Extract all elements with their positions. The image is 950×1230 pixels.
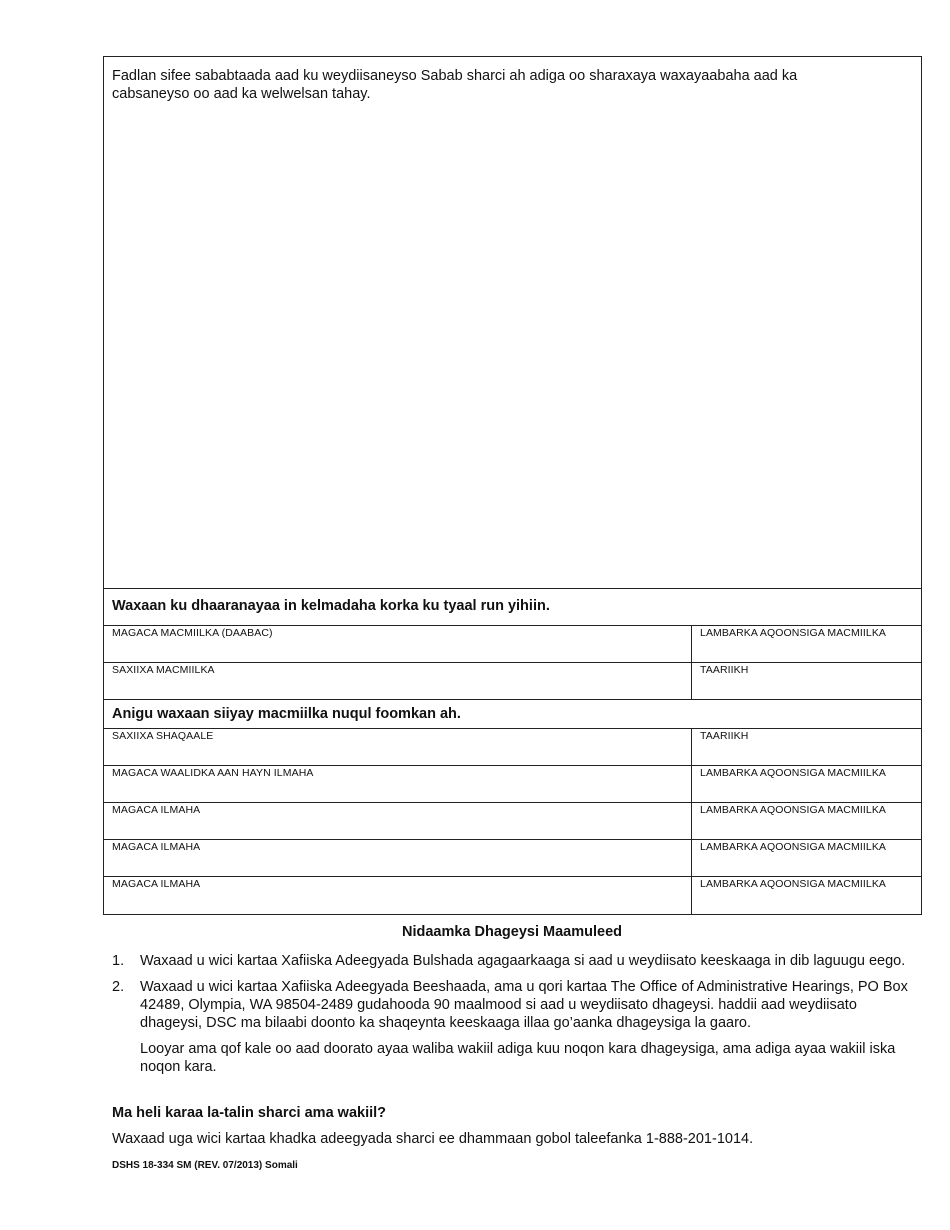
list-item (112, 952, 912, 970)
child-name-field[interactable] (104, 803, 691, 839)
staff-heading-row (104, 699, 921, 728)
child-row (104, 876, 921, 914)
staff-signature-field[interactable] (104, 729, 691, 765)
list-number: 2. (112, 979, 125, 995)
staff-date-field[interactable] (691, 729, 922, 765)
child-name-label: MAGACA ILMAHA (112, 804, 201, 816)
form-id: DSHS 18-334 SM (REV. 07/2013) Somali (112, 1160, 298, 1171)
client-signature-row (104, 662, 921, 699)
child-name-field[interactable] (104, 840, 691, 876)
reason-text-area[interactable] (104, 57, 921, 589)
notice-list (112, 952, 912, 1084)
noncustodial-parent-name-label: MAGACA WAALIDKA AAN HAYN ILMAHA (112, 767, 314, 779)
client-id-field[interactable] (691, 626, 922, 662)
legal-answer: Waxaad uga wici kartaa khadka adeegyada sharci ee dhammaan gobol taleefanka 1-888-201-1014. (112, 1131, 754, 1147)
list-item (112, 978, 912, 1076)
noncustodial-parent-id-field[interactable] (691, 766, 922, 802)
child-id-label: LAMBARKA AQOONSIGA MACMIILKA (700, 841, 887, 853)
child-id-label: LAMBARKA AQOONSIGA MACMIILKA (700, 804, 887, 816)
child-id-label: LAMBARKA AQOONSIGA MACMIILKA (700, 878, 887, 890)
legal-question: Ma heli karaa la-talin sharci ama wakiil? (112, 1105, 387, 1121)
noncustodial-parent-id-label: LAMBARKA AQOONSIGA MACMIILKA (700, 767, 887, 779)
client-id-label: LAMBARKA AQOONSIGA MACMIILKA (700, 627, 887, 639)
consent-form-table (103, 56, 922, 915)
staff-signature-label: SAXIIXA SHAQAALE (112, 730, 214, 742)
staff-signature-row (104, 728, 921, 765)
client-name-label: MAGACA MACMIILKA (DAABAC) (112, 627, 273, 639)
child-id-field[interactable] (691, 877, 922, 914)
noncustodial-parent-row (104, 765, 921, 802)
client-date-field[interactable] (691, 663, 922, 699)
child-name-label: MAGACA ILMAHA (112, 878, 201, 890)
child-row (104, 839, 921, 876)
client-signature-field[interactable] (104, 663, 691, 699)
client-name-field[interactable] (104, 626, 691, 662)
child-row (104, 802, 921, 839)
child-id-field[interactable] (691, 803, 922, 839)
notice-title: Nidaamka Dhageysi Maamuleed (401, 924, 622, 940)
list-number: 1. (112, 953, 125, 969)
child-id-field[interactable] (691, 840, 922, 876)
child-name-field[interactable] (104, 877, 691, 914)
list-paragraph: Waxaad u wici kartaa Xafiiska Adeegyada Beeshaada, ama u qori kartaa The Office of Administrative Hearings, PO Box 42489, Olympia, WA 98504-2489 gudahooda 90 maalmood si aad u weydiisato dhageysi. haddii aad weydiisato dhageysi, DSC ma bilaabi doonto ka shaqeynta keeskaaga illaa go’aanka dhageysiga la gaaro. (140, 979, 908, 1031)
reason-prompt: Fadlan sifee sababtaada aad ku weydiisaneyso Sabab sharci ah adiga oo sharaxaya waxayaabaha aad ka cabsaneyso oo aad ka welwelsan tahay. (112, 68, 798, 102)
child-name-label: MAGACA ILMAHA (112, 841, 201, 853)
list-paragraph: Waxaad u wici kartaa Xafiiska Adeegyada Bulshada agagaarkaaga si aad u weydiisato keeskaaga in dib laguugu eego. (140, 953, 906, 969)
client-name-row (104, 625, 921, 662)
list-paragraph: Looyar ama qof kale oo aad doorato ayaa waliba wakiil adiga kuu noqon kara dhageysiga, ama adiga ayaa wakiil iska noqon kara. (140, 1041, 896, 1075)
noncustodial-parent-name-field[interactable] (104, 766, 691, 802)
client-declaration-heading: Waxaan ku dhaaranayaa in kelmadaha korka ku tyaal run yihiin. (112, 598, 550, 614)
staff-date-label: TAARIIKH (700, 730, 749, 742)
staff-declaration-heading: Anigu waxaan siiyay macmiilka nuqul foomkan ah. (112, 706, 461, 722)
client-date-label: TAARIIKH (700, 664, 749, 676)
client-signature-label: SAXIIXA MACMIILKA (112, 664, 215, 676)
